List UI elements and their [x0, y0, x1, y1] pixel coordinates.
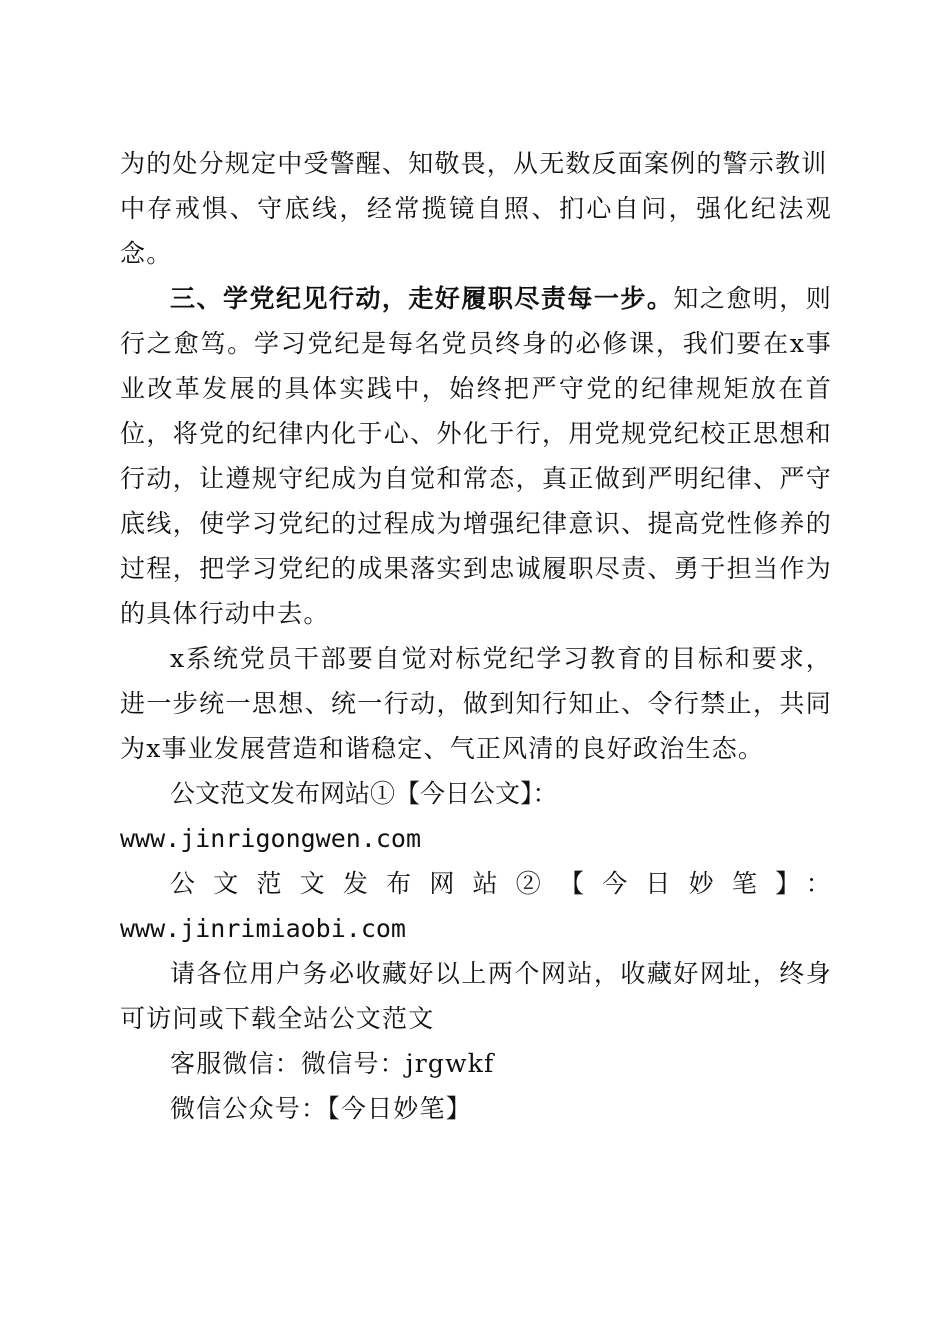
paragraph-continuation — [120, 141, 832, 276]
paragraph-line: 中存戒惧、守底线，经常揽镜自照、扪心自问，强化纪法观念。 — [120, 194, 832, 268]
paragraph-section-three — [120, 276, 832, 636]
ad-site-two-url: www.jinrimiaobi.com — [120, 914, 406, 943]
paragraph-line: 为的处分规定中受警醒、知敬畏，从无数反面案例的警示教训 — [120, 149, 828, 178]
ad-site-one-label: 公文范文发布网站①【今日公文】： — [170, 779, 558, 808]
ad-site-two-label: 公文范文发布网站②【今日妙笔】： — [170, 869, 832, 898]
paragraph-closing: x系统党员干部要自觉对标党纪学习教育的目标和要求，进一步统一思想、统一行动，做到知行知止、令行禁止，共同为x事业发展营造和谐稳定、气正风清的良好政治生态。 — [120, 644, 832, 763]
ad-customer-service: 客服微信：微信号：jrgwkf — [170, 1049, 495, 1078]
ad-official-account: 微信公众号：【今日妙笔】 — [170, 1094, 472, 1123]
section-heading: 三、学党纪见行动，走好履职尽责每一步。 — [170, 284, 674, 313]
ad-site-two — [120, 861, 832, 951]
ad-notice: 请各位用户务必收藏好以上两个网站，收藏好网址，终身可访问或下载全站公文范文 — [120, 959, 832, 1033]
ad-site-one-url: www.jinrigongwen.com — [120, 824, 422, 853]
section-body: 知之愈明，则行之愈笃。学习党纪是每名党员终身的必修课，我们要在x事业改革发展的具体实践中，始终把严守党的纪律规矩放在首位，将党的纪律内化于心、外化于行，用党规党纪校正思想和行动，让遵规守纪成为自觉和常态，真正做到严明纪律、严守底线，使学习党纪的过程成为增强纪律意识、提高党性修养的过程，把学习党纪的成果落实到忠诚履职尽责、勇于担当作为的具体行动中去。 — [120, 284, 832, 628]
document-body — [120, 141, 832, 1131]
